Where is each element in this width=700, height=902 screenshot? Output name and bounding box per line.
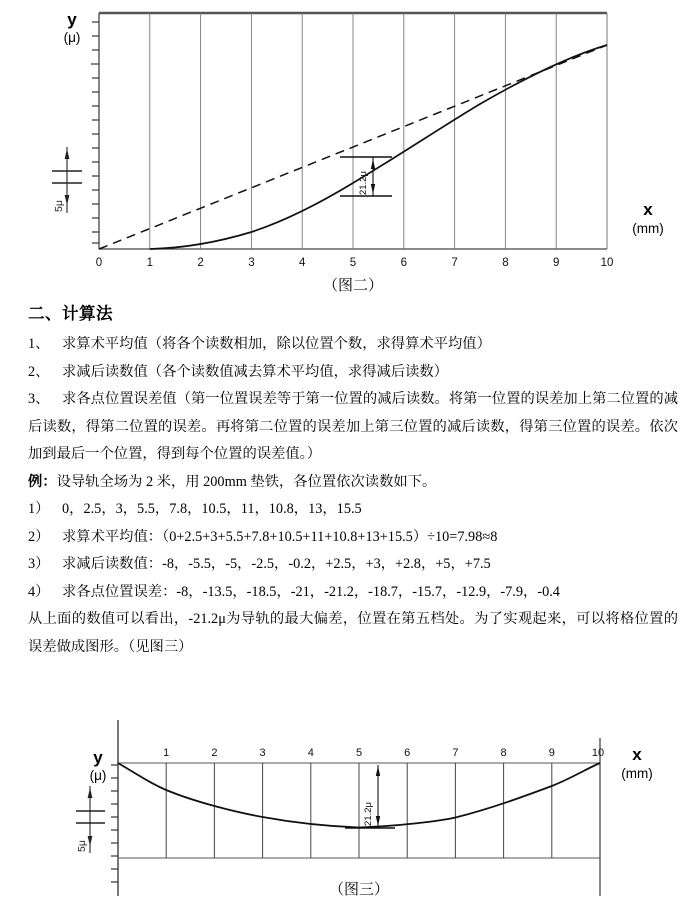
fig2-xtick-4: 4 — [298, 257, 306, 269]
fig3-xtick-10: 10 — [591, 747, 605, 759]
fig3-xtick-3: 3 — [259, 747, 266, 759]
fig2-gridlines — [150, 13, 556, 249]
step-2-text: 求减后读数值（各个读数值减去算术平均值，求得减后读数） — [62, 363, 449, 380]
list-1-number: 1） — [28, 501, 50, 517]
fig2-xtick-1: 1 — [146, 257, 154, 269]
list-2-text: 求算术平均值：（0+2.5+3+5.5+7.8+10.5+11+10.8+13+15.5）÷10=7.98≈8 — [62, 528, 498, 545]
fig3-y-axis-label: y — [93, 748, 103, 767]
fig3-x-axis-label: x — [632, 745, 642, 764]
fig3-y-axis-unit: (μ) — [89, 768, 107, 783]
step-item-1 — [28, 331, 678, 359]
fig2-annotation-label: 21.2μ — [358, 171, 369, 195]
fig2-series-solid — [150, 45, 607, 249]
list-3-number: 3） — [28, 556, 50, 572]
fig2-xtick-6: 6 — [400, 257, 408, 269]
fig3-annotation-label: 21.2μ — [363, 802, 374, 826]
step-item-2 — [28, 359, 678, 387]
example-paragraph — [28, 469, 678, 497]
fig3-y-ticks — [111, 765, 118, 882]
fig2-xtick-2: 2 — [197, 257, 204, 269]
document-body — [0, 300, 700, 661]
step-3-number: 3、 — [28, 391, 50, 407]
list-item-1 — [28, 496, 678, 524]
fig3-xtick-5: 5 — [355, 747, 363, 759]
figure-3-svg — [0, 718, 700, 902]
fig2-xtick-3: 3 — [248, 257, 255, 269]
example-label: 例： — [28, 473, 57, 490]
fig2-x-axis-label: x — [643, 200, 653, 219]
conclusion-paragraph: 从上面的数值可以看出，-21.2μ为导轨的最大偏差，位置在第五档处。为了实观起来，可以将格位置的误差做成图形。（见图三） — [28, 611, 678, 655]
list-4-text: 求各点位置误差：-8，-13.5，-18.5，-21，-21.2，-18.7，-15.7，-12.9，-7.9，-0.4 — [62, 583, 560, 600]
fig2-xtick-7: 7 — [451, 257, 458, 269]
fig2-xtick-0: 0 — [95, 257, 103, 269]
fig3-xtick-9: 9 — [548, 747, 555, 759]
fig3-scale-label: 5μ — [76, 840, 88, 852]
figure-3-chart — [0, 718, 700, 902]
fig2-y-axis-label: y — [67, 10, 77, 29]
list-item-2 — [28, 524, 678, 552]
fig3-x-axis-unit: (mm) — [621, 766, 653, 781]
figure-2-svg — [0, 0, 700, 296]
step-3-text: 求各点位置误差值（第一位置误差等于第一位置的减后读数。将第一位置的误差加上第二位置的减后读数，得第二位置的误差。再将第二位置的误差加上第三位置的减后读数，得第三位置的误差。依次加到最后一个位置，得到每个位置的误差值。） — [28, 391, 678, 462]
fig2-y-axis-unit: (μ) — [63, 30, 81, 45]
fig2-scale-label: 5μ — [53, 200, 65, 212]
fig3-xtick-2: 2 — [211, 747, 218, 759]
section-heading: 二、计算法 — [28, 304, 113, 323]
fig3-xtick-4: 4 — [307, 747, 314, 759]
fig2-x-tick-labels — [96, 257, 614, 269]
step-1-number: 1、 — [28, 336, 50, 352]
fig2-xtick-8: 8 — [502, 257, 509, 269]
example-text: 设导轨全场为 2 米，用 200mm 垫铁，各位置依次读数如下。 — [56, 473, 437, 490]
list-4-number: 4） — [28, 583, 50, 600]
fig3-xtick-8: 8 — [500, 747, 507, 759]
fig3-xtick-6: 6 — [404, 747, 411, 759]
list-2-number: 2） — [28, 528, 50, 545]
fig2-xtick-5: 5 — [349, 257, 357, 269]
fig2-x-axis-unit: (mm) — [632, 221, 664, 236]
fig2-y-ticks — [91, 22, 99, 243]
fig3-xtick-7: 7 — [452, 747, 459, 759]
fig2-xtick-10: 10 — [600, 257, 614, 269]
fig2-caption: （图二） — [322, 278, 384, 294]
fig2-xtick-9: 9 — [552, 257, 560, 269]
fig3-x-tick-labels — [163, 747, 604, 759]
list-1-text: 0，2.5，3，5.5，7.8，10.5，11，10.8，13，15.5 — [62, 501, 362, 517]
fig3-caption: （图三） — [328, 882, 390, 898]
list-3-text: 求减后读数值：-8，-5.5，-5，-2.5，-0.2，+2.5，+3，+2.8，+5，+7.5 — [62, 556, 491, 572]
step-1-text: 求算术平均值（将各个读数相加，除以位置个数，求得算术平均值） — [62, 336, 491, 352]
fig3-gridlines — [166, 763, 552, 858]
list-item-4 — [28, 579, 678, 607]
fig3-xtick-1: 1 — [163, 747, 170, 759]
list-item-3 — [28, 551, 678, 579]
step-item-3 — [28, 386, 678, 469]
figure-2-chart — [0, 0, 700, 296]
step-2-number: 2、 — [28, 363, 50, 380]
